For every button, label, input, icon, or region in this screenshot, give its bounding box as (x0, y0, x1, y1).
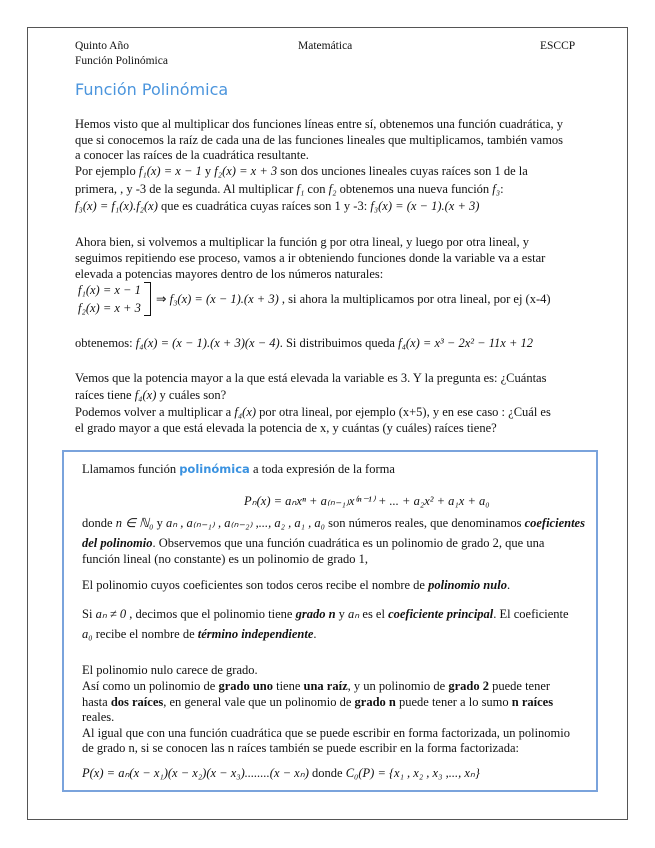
text-line (75, 388, 226, 403)
text-line (75, 336, 533, 351)
text-line (75, 148, 309, 163)
math-expression: C₀(P) = {x₁ , x₂ , x₃ ,..., xₙ} (345, 766, 480, 780)
header-subject: Matemática (298, 40, 353, 52)
text-segment: , y un polinomio de (347, 679, 449, 693)
text-segment: elevada a potencias mayores dentro de los números naturales: (75, 267, 384, 281)
text-line (75, 182, 504, 197)
text-segment: . Observemos que una función cuadrática es un polinomio de grado 2, que una (152, 536, 545, 550)
text-segment: . Si distribuimos queda (279, 336, 399, 350)
text-line (75, 164, 528, 179)
text-line (78, 301, 141, 316)
math-expression: aₙ (348, 607, 360, 621)
text-segment: son números reales, que denominamos (324, 516, 525, 530)
text-line (82, 536, 544, 551)
emphasized-text: coeficiente principal (388, 607, 494, 621)
text-segment: y (153, 516, 166, 530)
text-segment: donde (308, 766, 346, 780)
text-segment: el grado mayor a que está elevada la potencia de x, y cuántas (y cuáles) raíces tiene? (75, 421, 497, 435)
header-topic: Función Polinómica (75, 55, 168, 67)
text-segment: Ahora bien, si volvemos a multiplicar la función g por otra lineal, y luego por otra lineal, y (75, 235, 530, 249)
brace-bracket (144, 282, 151, 316)
text-segment: , en general vale que un polinomio de (163, 695, 355, 709)
math-expression: f₂ (328, 182, 337, 196)
text-segment: y (335, 607, 349, 621)
text-line (75, 199, 479, 214)
text-segment: hasta (82, 695, 111, 709)
text-segment: primera, , y -3 de la segunda. Al multiplicar (75, 182, 297, 196)
text-line (78, 283, 141, 298)
emphasized-text: n raíces (511, 695, 554, 709)
text-segment: donde (82, 516, 116, 530)
text-segment: . (506, 578, 511, 592)
math-expression: a₀ (82, 627, 93, 641)
text-line (82, 552, 368, 567)
text-segment: , decimos que el polinomio tiene (126, 607, 296, 621)
text-segment: recibe el nombre de (92, 627, 198, 641)
math-expression: f₃(x) = (x − 1).(x + 3) (169, 292, 279, 306)
text-line (82, 741, 519, 756)
text-segment: a toda expresión de la forma (249, 462, 395, 476)
text-line (82, 695, 553, 710)
emphasized-text: polinomio nulo (428, 578, 507, 592)
text-segment: . (313, 627, 317, 641)
text-segment: con (304, 182, 329, 196)
text-line (75, 133, 563, 148)
text-segment: que si conocemos la raíz de cada una de las funciones lineales que multiplicamos, también vamos (75, 133, 564, 147)
text-segment: raíces tiene (75, 388, 135, 402)
emphasized-text: dos raíces (110, 695, 164, 709)
math-expression: P(x) = aₙ(x − x₁)(x − x₂)(x − x₃)........(x − xₙ) (82, 766, 309, 780)
text-segment: seguimos repitiendo ese proceso, vamos a ir obteniendo funciones donde la variable va a estar (75, 251, 546, 265)
emphasized-text: término independiente (197, 627, 314, 641)
emphasized-text: polinómica (179, 462, 250, 476)
text-segment: puede tener a lo sumo (395, 695, 512, 709)
header-school: ESCCP (540, 40, 576, 52)
text-segment: Así como un polinomio de (82, 679, 219, 693)
math-expression: f₂(x) = x + 3 (78, 301, 141, 315)
text-segment: El polinomio nulo carece de grado. (82, 663, 258, 677)
math-expression: f₄(x) (234, 405, 257, 419)
emphasized-text: grado uno (218, 679, 273, 693)
text-line (82, 462, 395, 477)
text-segment: por otra lineal, por ejemplo (x+5), y en ese caso : ¿Cuál es (256, 405, 551, 419)
text-segment: , si ahora la multiplicamos por otra lineal, por ej (x-4) (278, 292, 551, 306)
math-expression: f₃(x) = (x − 1).(x + 3) (370, 199, 480, 213)
math-expression: f₃ (492, 182, 501, 196)
text-segment: tiene (272, 679, 304, 693)
text-line (82, 663, 258, 678)
text-line (156, 292, 551, 307)
emphasized-text: grado n (354, 695, 396, 709)
text-segment: y cuáles son? (156, 388, 227, 402)
text-segment: El polinomio cuyos coeficientes son todos ceros recibe el nombre de (82, 578, 429, 592)
text-line (75, 251, 545, 266)
text-line (82, 710, 114, 725)
text-line (82, 726, 570, 741)
text-segment: Podemos volver a multiplicar a (75, 405, 235, 419)
math-expression: f₁ (296, 182, 305, 196)
text-segment: Al igual que con una función cuadrática que se puede escribir en forma factorizada, un polinomio (82, 726, 571, 740)
emphasized-text: grado n (295, 607, 336, 621)
text-segment: función lineal (no constante) es un polinomio de grado 1, (82, 552, 369, 566)
text-segment: es el (359, 607, 389, 621)
text-line (82, 607, 569, 622)
text-line (75, 421, 497, 436)
text-line (75, 267, 383, 282)
emphasized-text: coeficientes (524, 516, 585, 530)
text-segment: obtenemos: (75, 336, 136, 350)
text-segment: Hemos visto que al multiplicar dos funciones líneas entre sí, obtenemos una función cuadrática, y (75, 117, 564, 131)
text-line (82, 627, 317, 642)
text-segment: de grado n, si se conocen las n raíces también se puede escribir en la forma factorizada: (82, 741, 519, 755)
text-segment: que es cuadrática cuyas raíces son 1 y -3: (157, 199, 371, 213)
text-segment: reales. (82, 710, 115, 724)
text-segment: Llamamos función (82, 462, 180, 476)
math-expression: f₁(x) = x − 1 (78, 283, 141, 297)
math-expression: f₄(x) = (x − 1).(x + 3)(x − 4) (135, 336, 280, 350)
text-segment: : (500, 182, 504, 196)
math-expression: n ∈ ℕ₀ (115, 516, 154, 530)
emphasized-text: grado 2 (448, 679, 489, 693)
text-segment: puede tener (488, 679, 551, 693)
page-title: Función Polinómica (75, 80, 229, 99)
text-segment: Si (82, 607, 96, 621)
math-expression: f₄(x) = x³ − 2x² − 11x + 12 (398, 336, 534, 350)
text-line (244, 494, 490, 509)
math-expression: Pₙ(x) = aₙxⁿ + a₍ₙ₋₁₎x⁽ⁿ⁻¹⁾ + ... + a₂x² + a₁x + a₀ (244, 494, 490, 508)
text-segment: y (201, 164, 215, 178)
math-expression: aₙ , a₍ₙ₋₁₎ , a₍ₙ₋₂₎ ,..., a₂ , a₁ , a₀ (165, 516, 325, 530)
math-expression: aₙ ≠ 0 (95, 607, 127, 621)
math-expression: f₂(x) = x + 3 (214, 164, 278, 178)
text-segment: Por ejemplo (75, 164, 139, 178)
text-line (82, 766, 480, 781)
text-line (82, 516, 585, 531)
math-expression: f₄(x) (134, 388, 157, 402)
math-expression: f₁(x) = x − 1 (138, 164, 202, 178)
text-segment: a conocer las raíces de la cuadrática resultante. (75, 148, 309, 162)
text-segment: ⇒ (156, 292, 170, 306)
text-line (75, 405, 551, 420)
emphasized-text: del polinomio (82, 536, 153, 550)
text-line (75, 235, 529, 250)
text-line (82, 578, 510, 593)
text-segment: obtenemos una nueva función (336, 182, 493, 196)
header-course: Quinto Año (75, 40, 129, 52)
text-line (75, 371, 546, 386)
emphasized-text: una raíz (303, 679, 348, 693)
text-segment: Vemos que la potencia mayor a la que está elevada la variable es 3. Y la pregunta es: ¿Cuántas (75, 371, 547, 385)
text-segment: . El coeficiente (493, 607, 569, 621)
math-expression: f₃(x) = f₁(x).f₂(x) (75, 199, 158, 213)
text-segment: son dos unciones lineales cuyas raíces son 1 de la (277, 164, 528, 178)
text-line (82, 679, 550, 694)
text-line (75, 117, 563, 132)
